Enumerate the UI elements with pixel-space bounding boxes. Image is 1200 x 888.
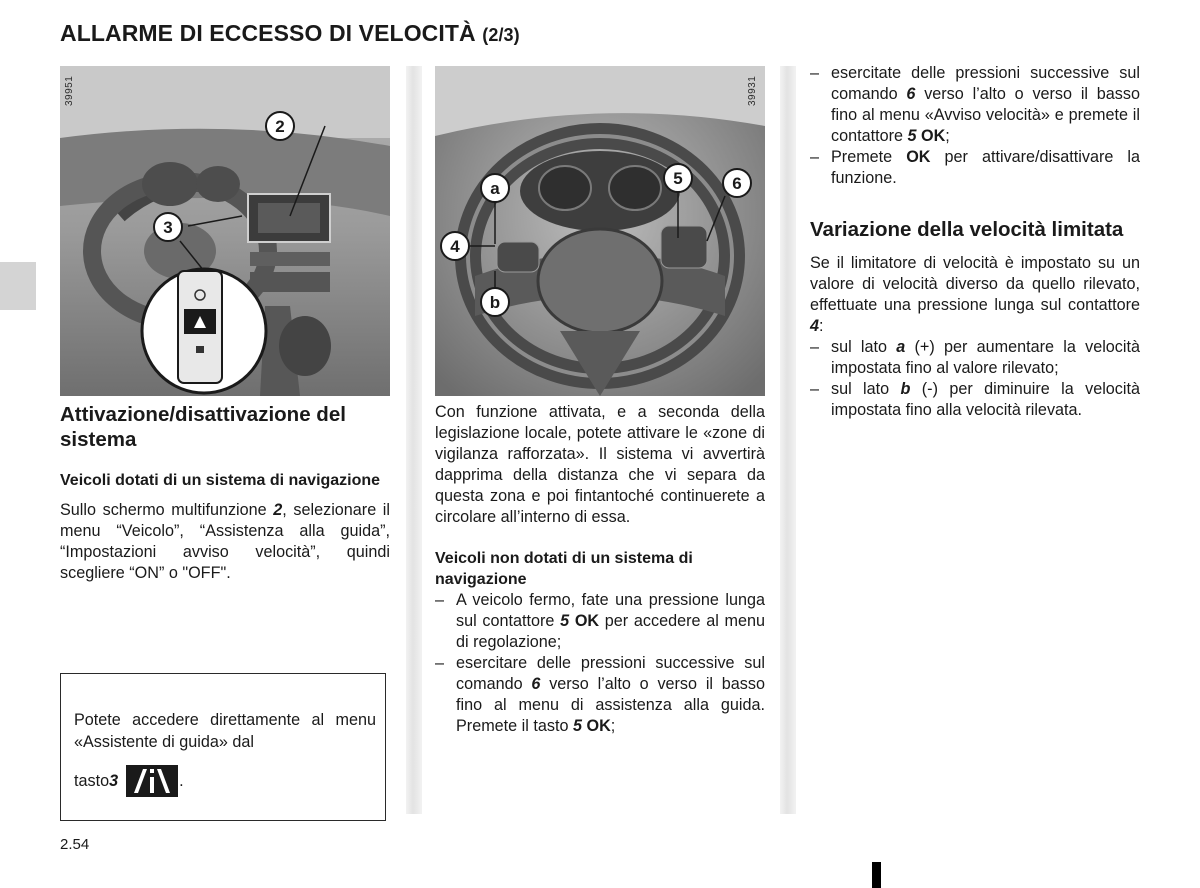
page-title-text: ALLARME DI ECCESSO DI VELOCITÀ — [60, 20, 476, 46]
list-item: – esercitare delle pressioni successive sul comando 6 verso l’alto o verso il basso fino al menu di assistenza alla guida. Premete il tasto 5 OK; — [435, 654, 765, 735]
svg-text:6: 6 — [732, 174, 742, 193]
list-item: – Premete OK per attivare/disattivare la funzione. — [810, 148, 1140, 187]
svg-text:2: 2 — [275, 117, 285, 136]
nav-vehicles-paragraph: Sullo schermo multifunzione 2, selezionare il menu “Veicolo”, “Assistenza alla guida”, “Impostazioni avviso velocità”, quindi scegliere “ON” o "OFF". — [60, 501, 390, 582]
driving-assistance-button-icon — [126, 765, 178, 797]
svg-text:3: 3 — [163, 218, 173, 237]
column-divider-2 — [780, 66, 796, 814]
column-2 — [435, 402, 765, 737]
activation-heading: Attivazione/disattivazione del sistema — [60, 403, 346, 451]
callout-6 — [723, 169, 751, 197]
dashboard-photo — [60, 66, 390, 396]
column-3 — [810, 63, 1140, 421]
page-title-part: (2/3) — [482, 25, 520, 45]
svg-text:b: b — [489, 293, 501, 312]
list-item: – sul lato a (+) per aumentare la velocità impostata fino al valore rilevato; — [810, 338, 1140, 377]
list-item: – A veicolo fermo, fate una pressione lunga sul contattore 5 OK per accedere al menu di regolazione; — [435, 591, 765, 651]
callout-5 — [664, 164, 692, 192]
non-nav-steps-list — [435, 590, 765, 737]
steering-wheel-photo — [435, 66, 765, 396]
corner-mark — [872, 862, 881, 888]
callout-4 — [441, 232, 469, 260]
callout-3 — [154, 213, 182, 241]
note-line-2: tasto 3 . — [74, 765, 376, 797]
zones-paragraph: Con funzione attivata, e a seconda della legislazione locale, potete attivare le «zone di vigilanza rafforzata». Il sistema vi avvertirà dapprima della distanza che vi separa da questa zona e poi fintantoché continuerete a circolare all’interno di essa. — [435, 403, 765, 526]
speed-variation-paragraph: Se il limitatore di velocità è impostato su un valore di velocità diverso da quello rilevato, effettuate una pressione lunga sul contattore 4: — [810, 254, 1140, 335]
callout-a — [481, 174, 509, 202]
column-1 — [60, 402, 390, 584]
right-photo-ref: 39931 — [747, 75, 758, 106]
svg-text:a: a — [490, 179, 500, 198]
list-item: – esercitate delle pressioni successive sul comando 6 verso l’alto o verso il basso fino al menu «Avviso velocità» e premete il contattore 5 OK; — [810, 64, 1140, 145]
speed-alert-steps-list — [810, 63, 1140, 189]
speed-variation-list — [810, 337, 1140, 421]
left-photo-ref: 39951 — [64, 75, 75, 106]
list-item: – sul lato b (-) per diminuire la velocità impostata fino alla velocità rilevata. — [810, 380, 1140, 419]
dashboard-illustration — [60, 66, 390, 396]
page-number: 2.54 — [60, 836, 90, 853]
svg-text:4: 4 — [450, 237, 460, 256]
ref-3: 3 — [109, 772, 119, 790]
non-nav-vehicles-subheading: Veicoli non dotati di un sistema di navigazione — [435, 550, 693, 588]
svg-text:5: 5 — [673, 169, 683, 188]
note-line-1: Potete accedere direttamente al menu «Assistente di guida» dal — [74, 711, 376, 751]
steering-wheel-illustration — [435, 66, 765, 396]
page-title — [60, 20, 520, 47]
nav-vehicles-subheading: Veicoli dotati di un sistema di navigazione — [60, 472, 381, 489]
note-text — [74, 709, 376, 797]
speed-variation-heading: Variazione della velocità limitata — [810, 218, 1124, 241]
column-divider-1 — [406, 66, 422, 814]
callout-2 — [266, 112, 294, 140]
ref-2: 2 — [273, 501, 283, 519]
note-box — [60, 673, 386, 821]
callout-b — [481, 288, 509, 316]
chapter-tab — [0, 262, 36, 310]
